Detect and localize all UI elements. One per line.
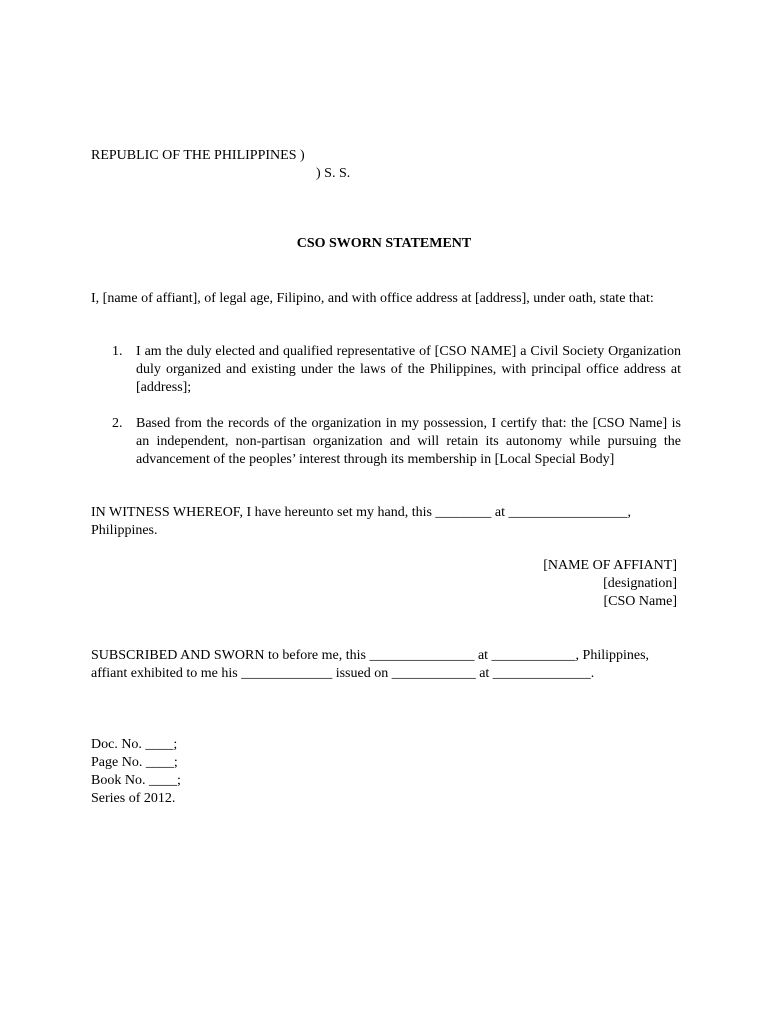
signature-block	[543, 557, 677, 611]
statement-list	[91, 343, 681, 469]
witness-paragraph: IN WITNESS WHEREOF, I have hereunto set my hand, this ________ at _________________, Philippines.	[91, 505, 632, 538]
list-item-text: Based from the records of the organization in my possession, I certify that: the [CSO Name] is an independent, non-partisan organization and will retain its autonomy while pursuing the advancement of the peoples’ interest through its membership in [Local Special Body]	[136, 416, 681, 467]
list-item	[91, 343, 681, 397]
series-year: Series of 2012.	[91, 791, 176, 806]
page-number: Page No. ____;	[91, 755, 178, 770]
list-item	[91, 415, 681, 469]
doc-number: Doc. No. ____;	[91, 737, 178, 752]
affiant-designation: [designation]	[603, 576, 677, 591]
affiant-cso-name: [CSO Name]	[603, 594, 677, 609]
book-number: Book No. ____;	[91, 773, 181, 788]
jurat-paragraph: SUBSCRIBED AND SWORN to before me, this _______________ at ____________, Philippines, affiant exhibited to me his _____________ issued on ____________ at ______________.	[91, 648, 650, 681]
affiant-name: [NAME OF AFFIANT]	[543, 558, 677, 573]
republic-heading: REPUBLIC OF THE PHILIPPINES )	[91, 148, 305, 163]
document-title: CSO SWORN STATEMENT	[296, 236, 472, 251]
intro-paragraph: I, [name of affiant], of legal age, Filipino, and with office address at [address], under oath, state that:	[91, 291, 654, 306]
list-item-number: 2.	[112, 416, 123, 431]
list-item-text: I am the duly elected and qualified representative of [CSO NAME] a Civil Society Organization duly organized and existing under the laws of the Philippines, with principal office address at [address];	[136, 344, 681, 395]
notarial-register-block	[91, 736, 181, 808]
ss-heading: ) S. S.	[316, 166, 351, 181]
list-item-number: 1.	[112, 344, 123, 359]
